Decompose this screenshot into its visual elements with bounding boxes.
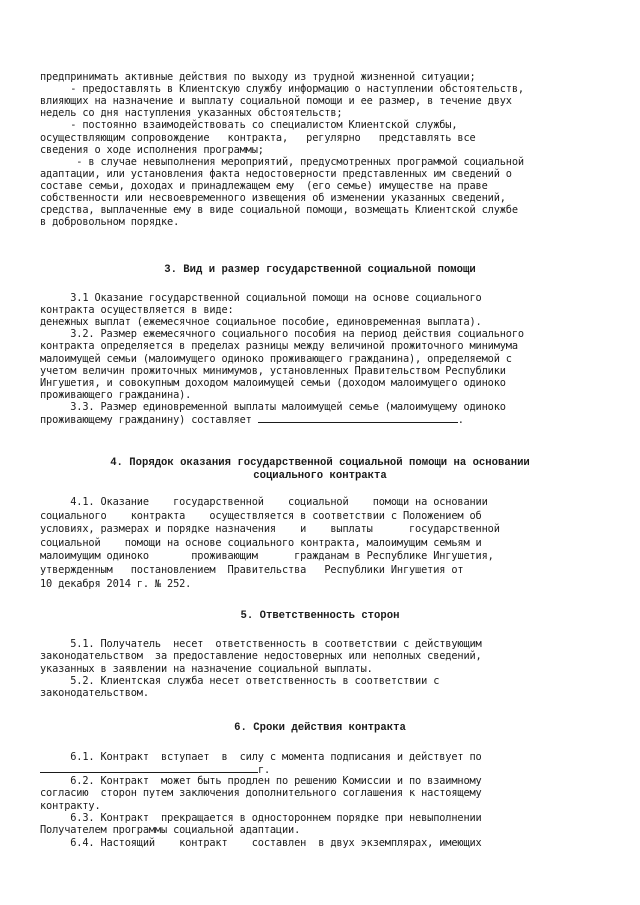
paragraph-line: законодательством за предоставление недостоверных или неполных сведений, bbox=[40, 650, 482, 663]
paragraph-line: 10 декабря 2014 г. № 252. bbox=[40, 577, 192, 590]
paragraph-line: - в случае невыполнения мероприятий, предусмотренных программой социальной bbox=[40, 155, 524, 168]
paragraph-line: адаптации, или установления факта недостоверности представленных им сведений о bbox=[40, 167, 512, 180]
paragraph-line: контракта осуществляется в виде: bbox=[40, 304, 234, 317]
paragraph-line: в добровольном порядке. bbox=[40, 216, 180, 229]
date-blank bbox=[40, 763, 258, 773]
paragraph-line: указанных в заявлении на назначение социальной выплаты. bbox=[40, 662, 373, 675]
paragraph-line: 5.1. Получатель несет ответственность в соответствии с действующим bbox=[40, 638, 482, 650]
paragraph-text: . bbox=[457, 414, 464, 426]
paragraph-line: контракту. bbox=[40, 799, 101, 812]
paragraph-line bbox=[40, 413, 600, 426]
paragraph-line: - постоянно взаимодействовать со специалистом Клиентской службы, bbox=[40, 119, 458, 132]
paragraph-line: 6.3. Контракт прекращается в одностороннем порядке при невыполнении bbox=[40, 811, 482, 824]
paragraph-line: - предоставлять в Клиентскую службу информацию о наступлении обстоятельств, bbox=[40, 83, 524, 96]
paragraph-line: 3.3. Размер единовременной выплаты малоимущей семье (малоимущему одиноко bbox=[40, 400, 506, 413]
paragraph-line: 6.1. Контракт вступает в силу с момента подписания и действует по bbox=[40, 751, 482, 763]
paragraph-line: социального контракта осуществляется в соответствии с Положением об bbox=[40, 509, 482, 522]
paragraph-line: влияющих на назначение и выплату социальной помощи и ее размер, в течение двух bbox=[40, 95, 512, 108]
section-heading: 6. Сроки действия контракта bbox=[234, 722, 406, 734]
amount-blank bbox=[258, 413, 458, 423]
paragraph-line: денежных выплат (ежемесячное социальное пособие, единовременная выплата). bbox=[40, 316, 482, 329]
paragraph-line: контракта определяется в пределах разницы между величиной прожиточного минимума bbox=[40, 340, 518, 353]
paragraph-line: условиях, размерах и порядке назначения и выплаты государственной bbox=[40, 523, 500, 536]
paragraph-line: средства, выплаченные ему в виде социальной помощи, возмещать Клиентской службе bbox=[40, 204, 518, 217]
paragraph-line: согласию сторон путем заключения дополнительного соглашения к настоящему bbox=[40, 787, 482, 800]
paragraph-line: социальной помощи на основе социального контракта, малоимущим семьям и bbox=[40, 536, 482, 549]
paragraph-line: недель со дня наступления указанных обстоятельств; bbox=[40, 107, 343, 120]
paragraph-text: г. bbox=[258, 764, 271, 776]
paragraph-line: Получателем программы социальной адаптации. bbox=[40, 824, 301, 837]
section-heading: 4. Порядок оказания государственной социальной помощи на основании bbox=[110, 457, 530, 469]
paragraph-line: сведения о ходе исполнения программы; bbox=[40, 143, 264, 156]
paragraph-line: собственности или несвоевременного извещения об изменении указанных сведений, bbox=[40, 192, 506, 204]
paragraph-line: малоимущей семьи (малоимущего одиноко проживающего гражданина), определяемой с bbox=[40, 352, 512, 365]
paragraph-line: 5.2. Клиентская служба несет ответственность в соответствии с bbox=[40, 674, 440, 687]
paragraph-line: 4.1. Оказание государственной социальной помощи на основании bbox=[40, 496, 488, 508]
section-heading: 3. Вид и размер государственной социальной помощи bbox=[164, 264, 476, 276]
paragraph-line: 3.2. Размер ежемесячного социального пособия на период действия социального bbox=[40, 328, 524, 341]
paragraph-line: 6.2. Контракт может быть продлен по решению Комиссии и по взаимному bbox=[40, 775, 482, 787]
paragraph-line: составе семьи, доходах и принадлежащем ему (его семье) имуществе на праве bbox=[40, 179, 488, 192]
paragraph-line: малоимущим одиноко проживающим гражданам в Республике Ингушетия, bbox=[40, 550, 494, 563]
paragraph-line: 3.1 Оказание государственной социальной помощи на основе социального bbox=[40, 292, 482, 304]
section-heading: социального контракта bbox=[253, 470, 387, 482]
paragraph-line: учетом величин прожиточных минимумов, установленных Правительством Республики bbox=[40, 364, 506, 377]
section-heading: 5. Ответственность сторон bbox=[240, 610, 400, 622]
paragraph-text: проживающему гражданину) составляет bbox=[40, 414, 258, 426]
paragraph-line: Ингушетия, и совокупным доходом малоимущей семьи (доходом малоимущего одиноко bbox=[40, 376, 506, 389]
paragraph-line: 6.4. Настоящий контракт составлен в двух экземплярах, имеющих bbox=[40, 836, 482, 849]
paragraph-line: предпринимать активные действия по выходу из трудной жизненной ситуации; bbox=[40, 71, 476, 83]
paragraph-line: проживающего гражданина). bbox=[40, 388, 192, 401]
paragraph-line: законодательством. bbox=[40, 687, 149, 700]
paragraph-line: осуществляющим сопровождение контракта, регулярно представлять все bbox=[40, 131, 476, 144]
paragraph-line: утвержденным постановлением Правительства Республики Ингушетия от bbox=[40, 564, 464, 576]
